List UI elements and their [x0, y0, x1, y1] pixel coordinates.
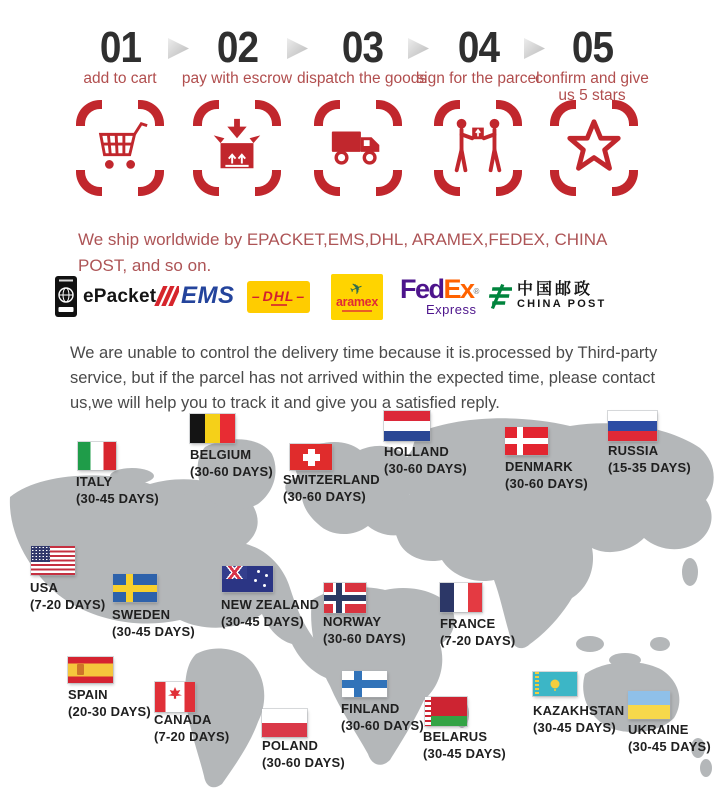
country-label-russia: [608, 443, 691, 476]
step-dispatch-goods: [297, 23, 428, 87]
spain-flag: [68, 657, 113, 683]
step-label: confirm and give us 5 stars: [535, 70, 649, 104]
italy-flag: [78, 442, 116, 470]
country-label-france: [440, 616, 515, 649]
country-days: (30-45 DAYS): [221, 614, 304, 629]
aramex-badge: [331, 274, 383, 320]
delivery-disclaimer: We are unable to control the delivery time because it is.processed by Third-party service, but if the parcel has not arrived within the expected time, please contact us,we will help you to track it and give you a satisfied reply.: [70, 343, 658, 412]
russia-flag: [608, 411, 657, 441]
country-days: (30-45 DAYS): [76, 491, 159, 506]
step-label: dispatch the goods: [297, 70, 428, 87]
aramex-label: aramex: [336, 295, 378, 309]
country-name: DENMARK: [505, 459, 573, 474]
country-label-canada: [154, 712, 229, 745]
star-tile: [550, 100, 638, 196]
country-days: (30-60 DAYS): [341, 718, 424, 733]
country-days: (30-45 DAYS): [628, 739, 711, 754]
country-days: (30-45 DAYS): [423, 746, 506, 761]
china-post-emblem-icon: [486, 283, 512, 310]
country-days: (30-60 DAYS): [384, 461, 467, 476]
ems-chevrons-icon: [153, 284, 179, 308]
step-number: 03: [341, 23, 383, 72]
country-name: SWEDEN: [112, 607, 171, 622]
country-days: (30-45 DAYS): [112, 624, 195, 639]
epacket-globe-icon: [55, 276, 77, 317]
country-days: (30-60 DAYS): [323, 631, 406, 646]
china-post-logo: [486, 281, 606, 311]
country-name: HOLLAND: [384, 444, 449, 459]
truck-tile: [314, 100, 402, 196]
aramex-plane-icon: ✈: [347, 277, 367, 300]
country-days: (15-35 DAYS): [608, 460, 691, 475]
dhl-badge: [247, 281, 310, 313]
worldwide-shipping-note: We ship worldwide by EPACKET,EMS,DHL, ARAMEX,FEDEX, CHINA POST, and so on.: [78, 230, 607, 275]
france-flag: [440, 583, 482, 612]
country-label-usa: [30, 580, 105, 613]
switzerland-flag: [290, 444, 332, 470]
country-days: (7-20 DAYS): [154, 729, 230, 744]
country-name: BELARUS: [423, 729, 488, 744]
step-pay-with-escrow: [172, 23, 302, 87]
step-label: pay with escrow: [181, 70, 293, 87]
country-name: RUSSIA: [608, 443, 659, 458]
epacket-label: ePacket: [83, 285, 157, 307]
country-days: (20-30 DAYS): [68, 704, 151, 719]
kazakhstan-flag: [533, 672, 577, 696]
country-name: FRANCE: [440, 616, 496, 631]
canada-flag: [155, 682, 195, 712]
dhl-label: – DHL –: [250, 289, 307, 303]
ems-logo: [153, 282, 235, 310]
country-name: POLAND: [262, 738, 319, 753]
country-name: SPAIN: [68, 687, 108, 702]
fedex-express-label: Express: [426, 302, 477, 317]
step-number: 01: [99, 23, 141, 72]
country-label-spain: [68, 687, 151, 720]
country-label-norway: [323, 614, 406, 647]
poland-flag: [262, 709, 307, 737]
country-name: USA: [30, 580, 59, 595]
ems-label: EMS: [181, 282, 235, 309]
step-label: add to cart: [83, 70, 157, 87]
sweden-flag: [113, 574, 157, 602]
fedex-wordmark: FedEx®: [400, 274, 480, 304]
ukraine-flag: [628, 691, 670, 719]
belarus-flag: [425, 697, 467, 726]
china-post-en-label: CHINA POST: [517, 298, 607, 310]
star-icon: [563, 115, 625, 177]
step-label: sign for the parcel: [416, 70, 540, 87]
package-tile: [193, 100, 281, 196]
epacket-logo: [55, 276, 156, 317]
country-label-kazakhstan: [533, 703, 624, 736]
aramex-logo: [331, 274, 383, 320]
country-label-holland: [384, 444, 467, 477]
country-days: (30-60 DAYS): [283, 489, 366, 504]
country-label-switzerland: [283, 472, 380, 505]
shopping-cart-icon: [89, 115, 151, 177]
country-name: UKRAINE: [628, 722, 689, 737]
fedex-logo: [400, 274, 480, 317]
dhl-subline: [271, 304, 287, 306]
delivery-truck-icon: [327, 115, 389, 177]
country-name: ITALY: [76, 474, 113, 489]
country-label-denmark: [505, 459, 588, 492]
country-days: (7-20 DAYS): [440, 633, 516, 648]
step-confirm-stars: [529, 23, 655, 104]
step-number: 05: [571, 23, 613, 72]
country-label-sweden: [112, 607, 195, 640]
aramex-subline: [342, 310, 372, 312]
belgium-flag: [190, 414, 235, 443]
handover-tile: [434, 100, 522, 196]
world-shipping-map: [0, 392, 720, 792]
country-label-belarus: [423, 729, 506, 762]
country-label-finland: [341, 701, 424, 734]
usa-flag: [31, 546, 75, 575]
country-name: NEW ZEALAND: [221, 597, 320, 612]
carrier-logos-row: [0, 270, 720, 326]
country-name: CANADA: [154, 712, 212, 727]
country-days: (30-60 DAYS): [190, 464, 273, 479]
step-add-to-cart: [55, 23, 185, 87]
holland-flag: [384, 411, 430, 441]
country-label-poland: [262, 738, 345, 771]
country-label-ukraine: [628, 722, 711, 755]
country-days: (7-20 DAYS): [30, 597, 106, 612]
country-name: KAZAKHSTAN: [533, 703, 625, 718]
step-number: 04: [457, 23, 499, 72]
step-number: 02: [216, 23, 258, 72]
country-days: (30-45 DAYS): [533, 720, 616, 735]
package-box-icon: [206, 115, 268, 177]
dhl-logo: [247, 281, 310, 313]
step-sign-parcel: [413, 23, 543, 87]
country-days: (30-60 DAYS): [505, 476, 588, 491]
parcel-handover-icon: [447, 115, 509, 177]
cart-tile: [76, 100, 164, 196]
country-days: (30-60 DAYS): [262, 755, 345, 770]
country-label-italy: [76, 474, 159, 507]
denmark-flag: [505, 427, 548, 455]
country-name: BELGIUM: [190, 447, 252, 462]
new-zealand-flag: [222, 566, 273, 592]
finland-flag: [342, 671, 387, 697]
country-name: SWITZERLAND: [283, 472, 380, 487]
country-name: NORWAY: [323, 614, 382, 629]
country-name: FINLAND: [341, 701, 400, 716]
country-label-belgium: [190, 447, 273, 480]
norway-flag: [324, 583, 366, 613]
china-post-cn-label: 中国邮政: [517, 281, 594, 298]
country-label-new-zealand: [221, 597, 319, 630]
